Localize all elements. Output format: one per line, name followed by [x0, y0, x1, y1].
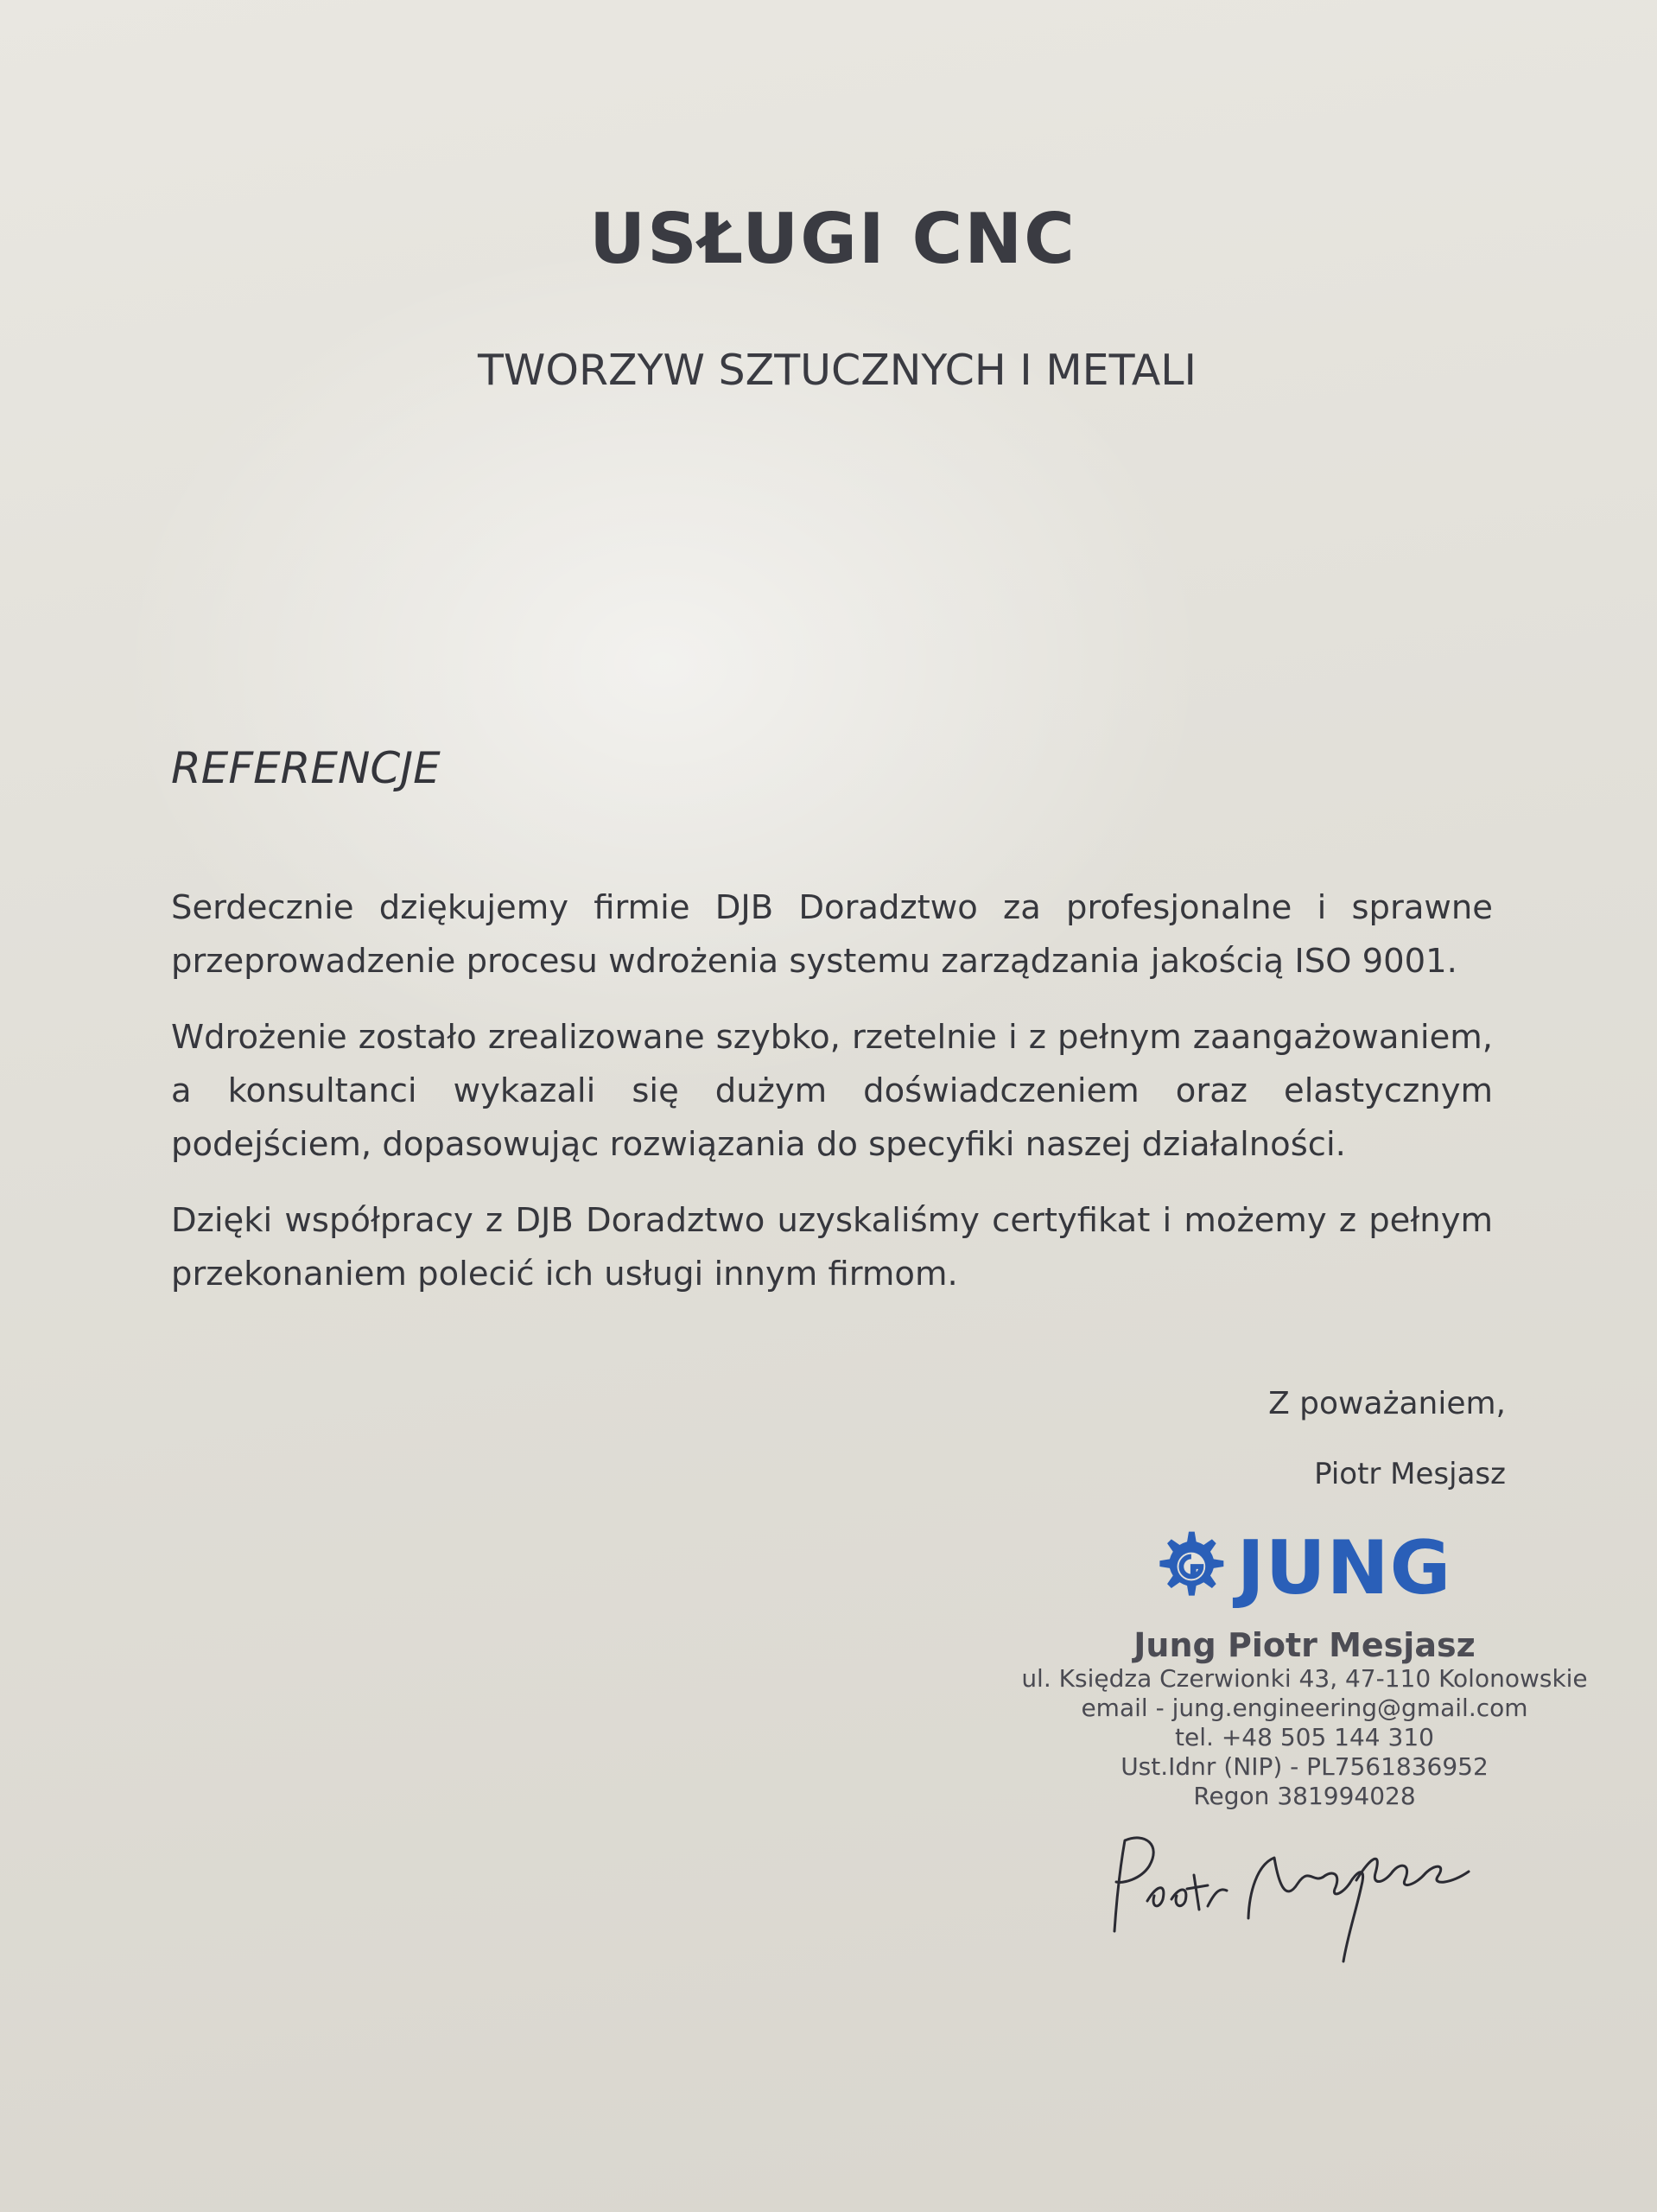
handwritten-signature [1097, 1823, 1495, 1970]
section-heading: REFERENCJE [171, 743, 441, 793]
paragraph-1: Serdecznie dziękujemy firmie DJB Doradztwo za profesjonalne i sprawne przeprowadzenie procesu wdrożenia systemu zarządzania jakością ISO 9001. [171, 888, 1493, 981]
stamp-phone: tel. +48 505 144 310 [1175, 1723, 1434, 1751]
letter-body [171, 881, 1493, 1324]
paragraph-2: Wdrożenie zostało zrealizowane szybko, rzetelnie i z pełnym zaangażowaniem, a konsultanci wykazali się dużym doświadczeniem oraz elastycznym podejściem, dopasowując rozwiązania do specyfiki naszej działalności. [171, 1018, 1493, 1164]
company-logo [983, 1521, 1616, 1616]
stamp-regon: Regon 381994028 [1193, 1782, 1416, 1810]
stamp-nip: Ust.Idnr (NIP) - PL7561836952 [1121, 1752, 1489, 1781]
paragraph-3: Dzięki współpracy z DJB Doradztwo uzyskaliśmy certyfikat i możemy z pełnym przekonaniem polecić ich usługi innym firmom. [171, 1201, 1493, 1294]
letterhead-subtitle: TWORZYW SZTUCZNYCH I METALI [478, 346, 1197, 395]
gear-icon [1147, 1525, 1230, 1611]
logo-text: JUNG [1236, 1525, 1452, 1611]
signer-name: Piotr Mesjasz [1314, 1457, 1506, 1491]
letterhead-title: USŁUGI CNC [589, 199, 1076, 279]
company-stamp [994, 1521, 1616, 1811]
stamp-address: ul. Księdza Czerwionki 43, 47-110 Kolonowskie [1021, 1664, 1588, 1693]
stamp-email: email - jung.engineering@gmail.com [1081, 1694, 1528, 1722]
stamp-company-name: Jung Piotr Mesjasz [1133, 1626, 1476, 1664]
closing-salutation: Z poważaniem, [1268, 1386, 1506, 1421]
